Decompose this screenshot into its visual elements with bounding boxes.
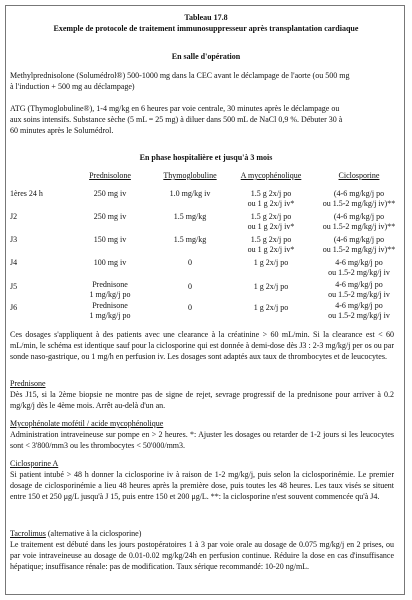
mycophenolate-heading: Mycophénolate mofétil / acide mycophénolique [10,419,164,428]
row-thymoglobuline: 1.0 mg/kg iv [169,189,211,198]
row-day: 1ères 24 h [10,189,43,198]
atg-line-2: aux soins intensifs. Substance sèche (5 mL = 25 mg) à diluer dans 500 mL de NaCl 0,9 %. Débuter 30 à [10,115,343,124]
row-prednisolone: 250 mg iv [93,189,127,198]
row-ciclo-2: ou 1.5-2 mg/kg/j iv)** [322,222,396,231]
table-frame [5,5,405,595]
row-prednisolone: Prednisone [92,280,128,289]
mycophenolate-text: Administration intraveineuse sur pompe en > 2 heures. *: Ajuster les dosages ou retarder de 1-2 jours si les leucocytes sont < 3'800/mm3 ou les thrombocytes < 50'000/mm3. [10,430,394,450]
row-day: J2 [10,212,18,221]
row-myco-1: 1.5 g 2x/j po [250,235,292,244]
row-myco-1: 1 g 2x/j po [253,303,289,312]
row-thymoglobuline: 1.5 mg/kg [173,212,207,221]
row-prednisolone: 100 mg iv [93,258,127,267]
row-myco-2: ou 1 g 2x/j iv* [247,222,295,231]
row-ciclo-1: 4-6 mg/kg/j po [335,280,383,289]
methylprednisolone-line-2: à l'induction + 500 mg au déclampage) [10,82,135,91]
column-header-ciclosporine: Ciclosporine [338,171,380,180]
row-ciclo-1: (4-6 mg/kg/j po [333,212,385,221]
row-day: J4 [10,258,18,267]
atg-line-1: ATG (Thymoglobuline®), 1-4 mg/kg en 6 heures par voie centrale, 30 minutes après le déclampage ou [10,104,340,113]
row-prednisolone: 150 mg iv [93,235,127,244]
row-myco-1: 1 g 2x/j po [253,258,289,267]
row-ciclo-1: (4-6 mg/kg/j po [333,189,385,198]
row-ciclo-1: (4-6 mg/kg/j po [333,235,385,244]
row-ciclo-2: ou 1.5-2 mg/kg/j iv [328,311,390,320]
row-prednisolone: Prednisone [92,301,128,310]
ciclosporine-heading: Ciclosporine A [10,459,59,468]
row-prednisolone-dose: 1 mg/kg/j po [89,311,131,320]
dosage-note: Ces dosages s'appliquent à des patients avec une clearance à la créatinine > 60 mL/min. Si la clearance est < 60 mL/min, le schéma est identique sauf pour la ciclosporine qui est donnée à demi-dose dès J3 : 2-3 mg/kg/j per os ou par sonde naso-gastrique, ou 1 mg/h en perfusion iv. Les dosages sont adaptés aux taux de thrombocytes et de leucocytes. [10,330,394,361]
row-thymoglobuline: 1.5 mg/kg [173,235,207,244]
column-header-prednisolone: Prednisolone [89,171,131,180]
table-subtitle: Exemple de protocole de traitement immunosuppresseur après transplantation cardiaque [53,24,359,33]
row-thymoglobuline: 0 [188,303,192,312]
row-myco-1: 1.5 g 2x/j po [250,189,292,198]
row-day: J6 [10,303,18,312]
row-ciclo-1: 4-6 mg/kg/j po [335,301,383,310]
row-ciclo-1: 4-6 mg/kg/j po [335,258,383,267]
methylprednisolone-line-1: Methylprednisolone (Solumédrol®) 500-1000 mg dans la CEC avant le déclampage de l'aorte (ou 500 mg [10,71,350,80]
row-thymoglobuline: 0 [188,282,192,291]
tacrolimus-heading: Tacrolimus [10,529,46,538]
row-myco-1: 1.5 g 2x/j po [250,212,292,221]
tacrolimus-text: Le traitement est débuté dans les jours postopératoires 1 à 3 par voie orale au dosage de 0.075 mg/kg/j en 2 prises, ou par voie intraveineuse au dosage de 0.01-0.02 mg/kg/24h en perfusion continue. Réduire la dose en cas d'insuffisance hépatique; insuffisance rénale: pas de modification. Taux sérique recommandé: 10-20 ng/mL. [10,540,394,571]
row-day: J3 [10,235,18,244]
row-ciclo-2: ou 1.5-2 mg/kg/j iv)** [322,245,396,254]
row-myco-2: ou 1 g 2x/j iv* [247,245,295,254]
prednisone-heading: Prednisone [10,379,46,388]
atg-line-3: 60 minutes après le Solumédrol. [10,126,114,135]
row-thymoglobuline: 0 [188,258,192,267]
tacrolimus-heading-suffix: (alternative à la ciclosporine) [45,529,142,538]
tacrolimus-heading-line [10,529,141,539]
row-prednisolone-dose: 1 mg/kg/j po [89,290,131,299]
row-prednisolone: 250 mg iv [93,212,127,221]
row-myco-2: ou 1 g 2x/j iv* [247,199,295,208]
row-ciclo-2: ou 1.5-2 mg/kg/j iv)** [322,199,396,208]
section-heading-hospital-phase: En phase hospitalière et jusqu'à 3 mois [139,153,273,162]
row-ciclo-2: ou 1.5-2 mg/kg/j iv [328,290,390,299]
table-title: Tableau 17.8 [184,13,228,22]
row-myco-1: 1 g 2x/j po [253,282,289,291]
row-ciclo-2: ou 1.5-2 mg/kg/j iv [328,268,390,277]
prednisone-text: Dès J15, si la 2ème biopsie ne montre pas de signe de rejet, sevrage progressif de la prednisone pour arriver à 0.2 mg/kg/j dès le 4ème mois. Arrêt au-delà d'un an. [10,390,394,410]
section-heading-operating-room: En salle d'opération [171,52,241,61]
row-day: J5 [10,282,18,291]
ciclosporine-text: Si patient intubé > 48 h donner la ciclosporine iv à raison de 1-2 mg/kg/j, puis selon la ciclosporinémie. Le premier dosage de ciclosporinémie a lieu 48 heures après la première dose, puis toutes les 48 heures. Les taux visés se situent entre 150 et 250 μg/L jusqu'à J 15, puis entre 150 et 200 μg/L. **: la ciclosporine n'est souvent commencée qu'à J4. [10,470,394,501]
column-header-mycophenolique: A mycophénolique [240,171,302,180]
column-header-thymoglobuline: Thymoglobuline [163,171,217,180]
